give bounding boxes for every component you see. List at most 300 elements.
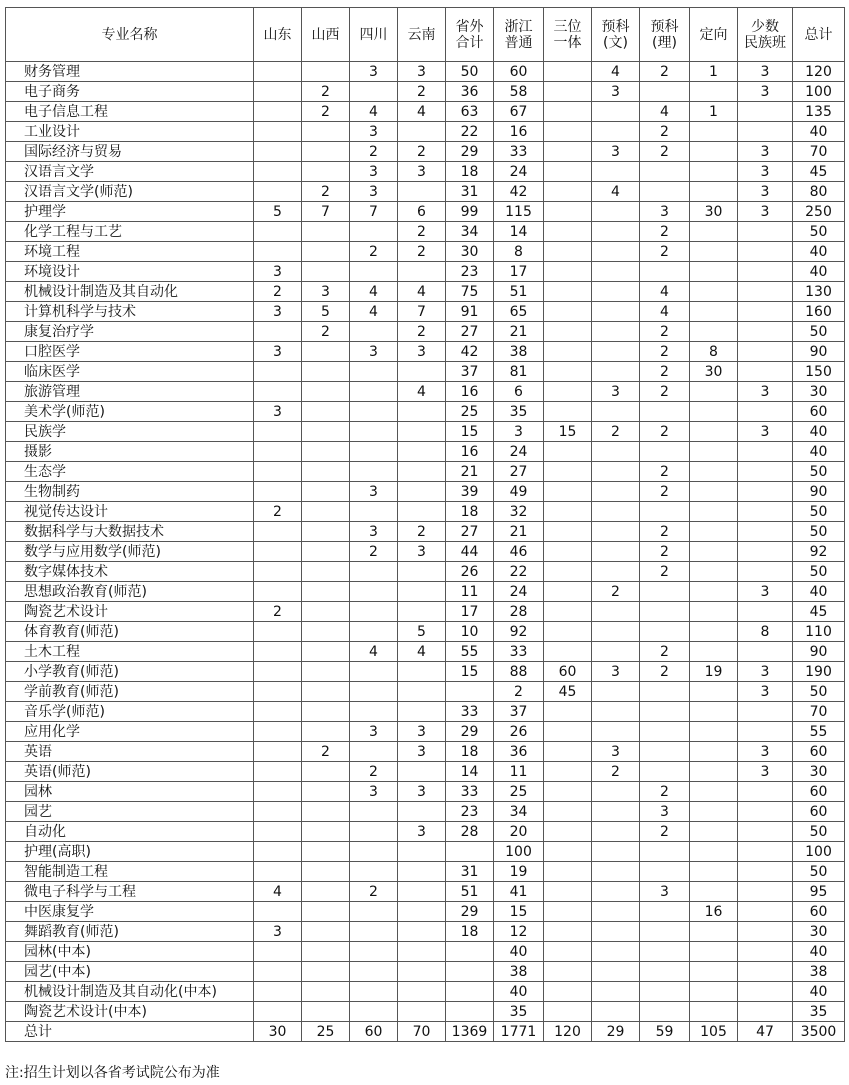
quota-cell <box>738 542 793 562</box>
quota-cell <box>350 982 398 1002</box>
quota-cell <box>690 182 738 202</box>
quota-cell <box>254 902 302 922</box>
quota-cell: 23 <box>446 262 494 282</box>
column-header: 山西 <box>302 8 350 62</box>
quota-cell <box>544 842 592 862</box>
major-name-cell: 口腔医学 <box>6 342 254 362</box>
quota-cell <box>544 542 592 562</box>
table-row <box>6 382 845 402</box>
quota-cell <box>544 142 592 162</box>
quota-cell: 24 <box>494 582 544 602</box>
quota-cell <box>254 122 302 142</box>
quota-cell: 29 <box>446 902 494 922</box>
quota-cell: 38 <box>494 962 544 982</box>
quota-cell: 10 <box>446 622 494 642</box>
quota-cell: 28 <box>494 602 544 622</box>
quota-cell <box>302 622 350 642</box>
quota-cell <box>398 442 446 462</box>
table-row <box>6 562 845 582</box>
quota-cell: 65 <box>494 302 544 322</box>
quota-cell <box>544 982 592 1002</box>
table-row <box>6 322 845 342</box>
quota-cell: 3 <box>398 342 446 362</box>
quota-cell: 3 <box>738 82 793 102</box>
quota-cell <box>592 542 640 562</box>
quota-cell <box>398 582 446 602</box>
quota-cell <box>350 962 398 982</box>
quota-cell <box>690 1002 738 1022</box>
quota-cell <box>544 942 592 962</box>
quota-cell: 12 <box>494 922 544 942</box>
table-row <box>6 942 845 962</box>
quota-cell: 8 <box>738 622 793 642</box>
quota-cell: 18 <box>446 922 494 942</box>
quota-cell <box>544 762 592 782</box>
quota-cell <box>544 122 592 142</box>
quota-cell <box>690 282 738 302</box>
table-header <box>6 8 845 62</box>
quota-cell: 46 <box>494 542 544 562</box>
quota-cell: 3 <box>640 882 690 902</box>
quota-cell <box>690 822 738 842</box>
major-name-cell: 临床医学 <box>6 362 254 382</box>
quota-cell: 4 <box>640 282 690 302</box>
quota-cell: 80 <box>793 182 845 202</box>
table-row <box>6 802 845 822</box>
quota-cell <box>690 242 738 262</box>
quota-cell <box>446 982 494 1002</box>
quota-cell: 40 <box>793 242 845 262</box>
quota-cell <box>592 962 640 982</box>
column-header: 省外 合计 <box>446 8 494 62</box>
quota-cell: 14 <box>494 222 544 242</box>
major-name-cell: 视觉传达设计 <box>6 502 254 522</box>
quota-cell <box>302 522 350 542</box>
major-name-cell: 学前教育(师范) <box>6 682 254 702</box>
quota-cell <box>302 822 350 842</box>
quota-cell: 40 <box>494 982 544 1002</box>
quota-cell <box>544 442 592 462</box>
quota-cell: 3 <box>398 722 446 742</box>
table-row <box>6 162 845 182</box>
quota-cell <box>544 82 592 102</box>
quota-cell <box>254 222 302 242</box>
quota-cell <box>254 742 302 762</box>
quota-cell: 3 <box>738 582 793 602</box>
quota-cell: 11 <box>446 582 494 602</box>
quota-cell: 88 <box>494 662 544 682</box>
quota-cell <box>254 142 302 162</box>
quota-cell <box>738 102 793 122</box>
quota-cell <box>592 562 640 582</box>
quota-cell <box>254 422 302 442</box>
quota-cell <box>398 942 446 962</box>
quota-cell <box>350 442 398 462</box>
quota-cell: 67 <box>494 102 544 122</box>
quota-cell <box>350 742 398 762</box>
quota-cell: 16 <box>446 442 494 462</box>
table-row <box>6 502 845 522</box>
quota-cell: 2 <box>640 482 690 502</box>
quota-cell <box>544 1002 592 1022</box>
quota-cell: 4 <box>640 102 690 122</box>
quota-cell <box>592 222 640 242</box>
quota-cell <box>592 822 640 842</box>
table-row <box>6 82 845 102</box>
major-name-cell: 生态学 <box>6 462 254 482</box>
quota-cell <box>302 422 350 442</box>
table-body <box>6 62 845 1022</box>
quota-cell: 26 <box>446 562 494 582</box>
quota-cell <box>302 642 350 662</box>
major-name-cell: 数字媒体技术 <box>6 562 254 582</box>
quota-cell: 2 <box>302 182 350 202</box>
quota-cell <box>640 942 690 962</box>
major-name-cell: 民族学 <box>6 422 254 442</box>
quota-cell: 100 <box>494 842 544 862</box>
quota-cell <box>738 802 793 822</box>
quota-cell <box>350 802 398 822</box>
quota-cell <box>592 282 640 302</box>
quota-cell <box>302 122 350 142</box>
quota-cell: 110 <box>793 622 845 642</box>
quota-cell: 3 <box>254 302 302 322</box>
quota-cell <box>302 222 350 242</box>
quota-cell <box>544 622 592 642</box>
quota-cell <box>592 462 640 482</box>
quota-cell: 51 <box>494 282 544 302</box>
quota-cell: 3 <box>350 722 398 742</box>
quota-cell <box>690 222 738 242</box>
quota-cell <box>350 822 398 842</box>
quota-cell: 3 <box>592 662 640 682</box>
quota-cell <box>690 322 738 342</box>
quota-cell <box>592 362 640 382</box>
quota-cell <box>254 642 302 662</box>
quota-cell <box>592 642 640 662</box>
quota-cell <box>398 702 446 722</box>
quota-cell <box>398 962 446 982</box>
quota-cell: 81 <box>494 362 544 382</box>
quota-cell: 4 <box>640 302 690 322</box>
quota-cell: 2 <box>640 782 690 802</box>
quota-cell <box>544 322 592 342</box>
table-row <box>6 182 845 202</box>
table-row <box>6 422 845 442</box>
quota-cell: 2 <box>398 242 446 262</box>
quota-cell <box>254 462 302 482</box>
quota-cell: 100 <box>793 842 845 862</box>
quota-cell <box>640 702 690 722</box>
quota-cell <box>302 542 350 562</box>
quota-cell <box>302 482 350 502</box>
quota-cell: 135 <box>793 102 845 122</box>
quota-cell <box>398 682 446 702</box>
major-name-cell: 微电子科学与工程 <box>6 882 254 902</box>
quota-cell <box>544 362 592 382</box>
quota-cell <box>690 602 738 622</box>
quota-cell: 17 <box>494 262 544 282</box>
quota-cell <box>738 402 793 422</box>
major-name-cell: 园艺(中本) <box>6 962 254 982</box>
quota-cell <box>690 382 738 402</box>
quota-cell <box>254 162 302 182</box>
quota-cell <box>690 462 738 482</box>
column-header: 预科 (文) <box>592 8 640 62</box>
quota-cell <box>738 902 793 922</box>
quota-cell: 2 <box>592 762 640 782</box>
quota-cell: 90 <box>793 342 845 362</box>
quota-cell: 2 <box>640 662 690 682</box>
quota-cell <box>398 602 446 622</box>
quota-cell <box>350 582 398 602</box>
quota-cell <box>738 642 793 662</box>
quota-cell: 2 <box>640 422 690 442</box>
quota-cell <box>690 942 738 962</box>
quota-cell: 8 <box>494 242 544 262</box>
quota-cell: 27 <box>446 522 494 542</box>
quota-cell <box>302 682 350 702</box>
quota-cell: 19 <box>494 862 544 882</box>
quota-cell <box>592 622 640 642</box>
quota-cell: 42 <box>446 342 494 362</box>
quota-cell: 2 <box>592 582 640 602</box>
quota-cell: 6 <box>398 202 446 222</box>
table-row <box>6 782 845 802</box>
quota-cell: 22 <box>446 122 494 142</box>
quota-cell <box>640 622 690 642</box>
quota-cell: 51 <box>446 882 494 902</box>
quota-cell: 34 <box>494 802 544 822</box>
quota-cell <box>398 662 446 682</box>
quota-cell <box>398 462 446 482</box>
table-row <box>6 482 845 502</box>
quota-cell <box>592 522 640 542</box>
enrollment-plan-table-wrapper <box>5 7 845 1042</box>
quota-cell: 60 <box>793 402 845 422</box>
major-name-cell: 土木工程 <box>6 642 254 662</box>
quota-cell: 90 <box>793 482 845 502</box>
quota-cell: 3 <box>254 262 302 282</box>
quota-cell: 36 <box>494 742 544 762</box>
quota-cell: 3 <box>350 482 398 502</box>
quota-cell: 35 <box>494 402 544 422</box>
quota-cell: 50 <box>793 322 845 342</box>
quota-cell <box>690 302 738 322</box>
quota-cell <box>592 242 640 262</box>
quota-cell: 3 <box>350 782 398 802</box>
total-cell: 105 <box>690 1022 738 1042</box>
quota-cell: 8 <box>690 342 738 362</box>
quota-cell <box>690 842 738 862</box>
column-header: 预科 (理) <box>640 8 690 62</box>
quota-cell: 30 <box>793 922 845 942</box>
major-name-cell: 汉语言文学(师范) <box>6 182 254 202</box>
quota-cell: 150 <box>793 362 845 382</box>
quota-cell: 3 <box>738 162 793 182</box>
quota-cell <box>592 722 640 742</box>
quota-cell <box>350 662 398 682</box>
quota-cell <box>350 382 398 402</box>
quota-cell <box>398 982 446 1002</box>
quota-cell <box>738 482 793 502</box>
quota-cell: 2 <box>302 322 350 342</box>
quota-cell: 120 <box>793 62 845 82</box>
quota-cell <box>350 602 398 622</box>
quota-cell <box>302 62 350 82</box>
quota-cell <box>544 182 592 202</box>
total-cell: 1369 <box>446 1022 494 1042</box>
table-row <box>6 602 845 622</box>
table-footer <box>6 1022 845 1042</box>
major-name-cell: 陶瓷艺术设计 <box>6 602 254 622</box>
quota-cell <box>254 62 302 82</box>
quota-cell <box>738 322 793 342</box>
quota-cell <box>544 702 592 722</box>
quota-cell <box>738 822 793 842</box>
quota-cell <box>398 802 446 822</box>
quota-cell: 50 <box>793 682 845 702</box>
quota-cell <box>592 442 640 462</box>
quota-cell <box>592 862 640 882</box>
quota-cell <box>350 702 398 722</box>
quota-cell <box>640 742 690 762</box>
major-name-cell: 环境设计 <box>6 262 254 282</box>
quota-cell: 26 <box>494 722 544 742</box>
quota-cell: 45 <box>793 162 845 182</box>
table-row <box>6 682 845 702</box>
quota-cell: 3 <box>738 742 793 762</box>
quota-cell: 19 <box>690 662 738 682</box>
quota-cell <box>640 402 690 422</box>
quota-cell <box>690 262 738 282</box>
quota-cell <box>302 242 350 262</box>
quota-cell <box>544 802 592 822</box>
quota-cell <box>302 602 350 622</box>
quota-cell: 22 <box>494 562 544 582</box>
quota-cell: 4 <box>398 102 446 122</box>
quota-cell <box>690 622 738 642</box>
quota-cell <box>302 562 350 582</box>
quota-cell: 2 <box>640 542 690 562</box>
quota-cell: 2 <box>350 882 398 902</box>
quota-cell <box>254 362 302 382</box>
quota-cell <box>302 342 350 362</box>
quota-cell <box>690 642 738 662</box>
quota-cell <box>350 682 398 702</box>
quota-cell <box>690 122 738 142</box>
quota-cell <box>690 482 738 502</box>
quota-cell: 36 <box>446 82 494 102</box>
quota-cell <box>544 282 592 302</box>
quota-cell <box>640 1002 690 1022</box>
quota-cell: 3 <box>254 342 302 362</box>
quota-cell <box>544 262 592 282</box>
quota-cell <box>592 342 640 362</box>
quota-cell: 30 <box>793 382 845 402</box>
quota-cell <box>350 1002 398 1022</box>
quota-cell: 29 <box>446 722 494 742</box>
column-header: 少数 民族班 <box>738 8 793 62</box>
quota-cell <box>302 462 350 482</box>
quota-cell <box>738 122 793 142</box>
quota-cell <box>350 322 398 342</box>
quota-cell <box>544 562 592 582</box>
quota-cell <box>254 242 302 262</box>
quota-cell <box>690 802 738 822</box>
quota-cell <box>690 702 738 722</box>
table-row <box>6 262 845 282</box>
quota-cell <box>592 602 640 622</box>
quota-cell: 23 <box>446 802 494 822</box>
quota-cell <box>690 922 738 942</box>
quota-cell: 1 <box>690 102 738 122</box>
quota-cell <box>254 982 302 1002</box>
quota-cell <box>690 542 738 562</box>
quota-cell <box>592 322 640 342</box>
quota-cell <box>350 462 398 482</box>
quota-cell: 3 <box>592 382 640 402</box>
quota-cell <box>592 402 640 422</box>
quota-cell <box>592 682 640 702</box>
quota-cell: 18 <box>446 742 494 762</box>
quota-cell: 2 <box>640 382 690 402</box>
quota-cell: 24 <box>494 442 544 462</box>
quota-cell: 3 <box>494 422 544 442</box>
quota-cell: 24 <box>494 162 544 182</box>
quota-cell <box>254 562 302 582</box>
quota-cell <box>690 762 738 782</box>
quota-cell: 17 <box>446 602 494 622</box>
quota-cell: 33 <box>494 142 544 162</box>
column-header: 三位 一体 <box>544 8 592 62</box>
quota-cell <box>544 742 592 762</box>
quota-cell <box>544 502 592 522</box>
table-row <box>6 442 845 462</box>
major-name-cell: 数学与应用数学(师范) <box>6 542 254 562</box>
major-name-cell: 小学教育(师范) <box>6 662 254 682</box>
quota-cell: 3 <box>350 182 398 202</box>
quota-cell: 3 <box>302 282 350 302</box>
quota-cell: 2 <box>302 102 350 122</box>
quota-cell <box>690 402 738 422</box>
quota-cell <box>544 462 592 482</box>
quota-cell: 55 <box>446 642 494 662</box>
quota-cell: 2 <box>254 502 302 522</box>
quota-cell <box>738 602 793 622</box>
quota-cell: 28 <box>446 822 494 842</box>
quota-cell: 60 <box>793 742 845 762</box>
quota-cell: 3 <box>254 402 302 422</box>
quota-cell <box>398 182 446 202</box>
quota-cell <box>738 962 793 982</box>
quota-cell <box>302 802 350 822</box>
major-name-cell: 舞蹈教育(师范) <box>6 922 254 942</box>
quota-cell: 99 <box>446 202 494 222</box>
quota-cell <box>690 962 738 982</box>
table-row <box>6 982 845 1002</box>
quota-cell: 15 <box>446 662 494 682</box>
quota-cell <box>302 142 350 162</box>
quota-cell <box>690 562 738 582</box>
quota-cell <box>254 82 302 102</box>
quota-cell <box>302 262 350 282</box>
major-name-cell: 园林 <box>6 782 254 802</box>
quota-cell <box>544 922 592 942</box>
quota-cell: 3 <box>738 142 793 162</box>
quota-cell: 4 <box>350 102 398 122</box>
table-row <box>6 242 845 262</box>
